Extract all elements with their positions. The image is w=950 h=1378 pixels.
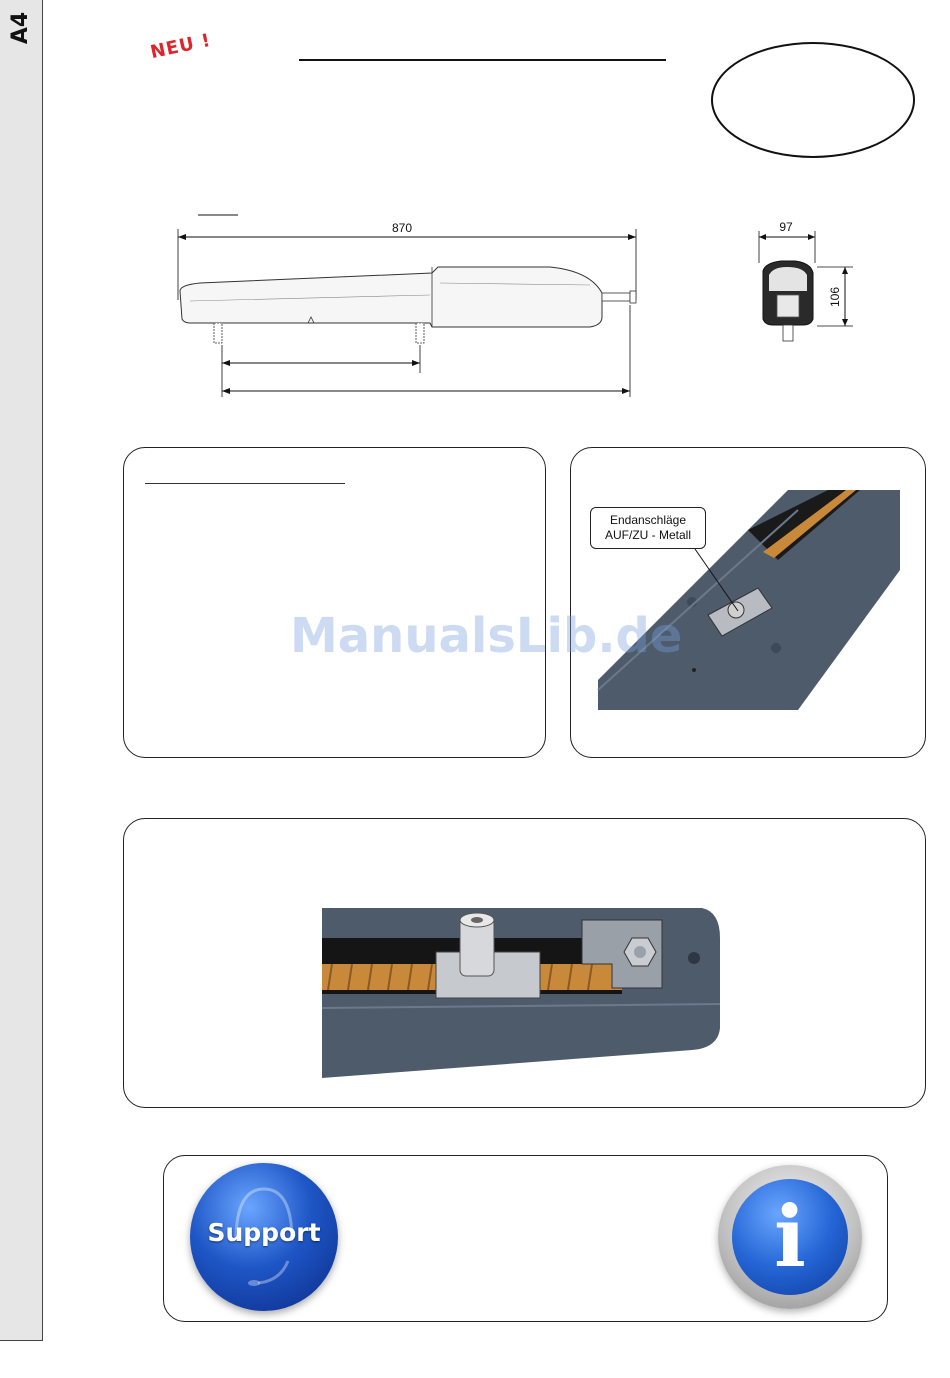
end-stop-callout	[590, 507, 706, 549]
front-view-drawing	[745, 215, 865, 355]
carriage-photo	[322, 908, 722, 1078]
support-label: Support	[207, 1218, 321, 1247]
callout-leader	[690, 549, 750, 619]
length-dimension: 870	[391, 221, 413, 235]
info-icon-inner	[732, 1179, 848, 1295]
height-dimension: 106	[828, 286, 842, 308]
title-rule	[299, 59, 666, 61]
info-glyph: i	[774, 1187, 806, 1286]
watermark: ManualsLib.de	[290, 608, 683, 664]
page-format-label: A4	[8, 11, 33, 45]
side-view-drawing	[170, 205, 650, 405]
side-bar	[0, 0, 43, 1341]
support-icon[interactable]	[190, 1163, 338, 1311]
text-panel-left	[123, 447, 546, 758]
callout-line-2: AUF/ZU - Metall	[604, 528, 691, 542]
callout-line-1: Endanschläge	[609, 513, 687, 527]
new-badge: NEU !	[148, 29, 213, 64]
info-icon[interactable]	[718, 1165, 862, 1309]
width-dimension: 97	[779, 220, 793, 234]
logo-ellipse	[711, 42, 915, 158]
panel-heading-rule	[145, 483, 345, 484]
